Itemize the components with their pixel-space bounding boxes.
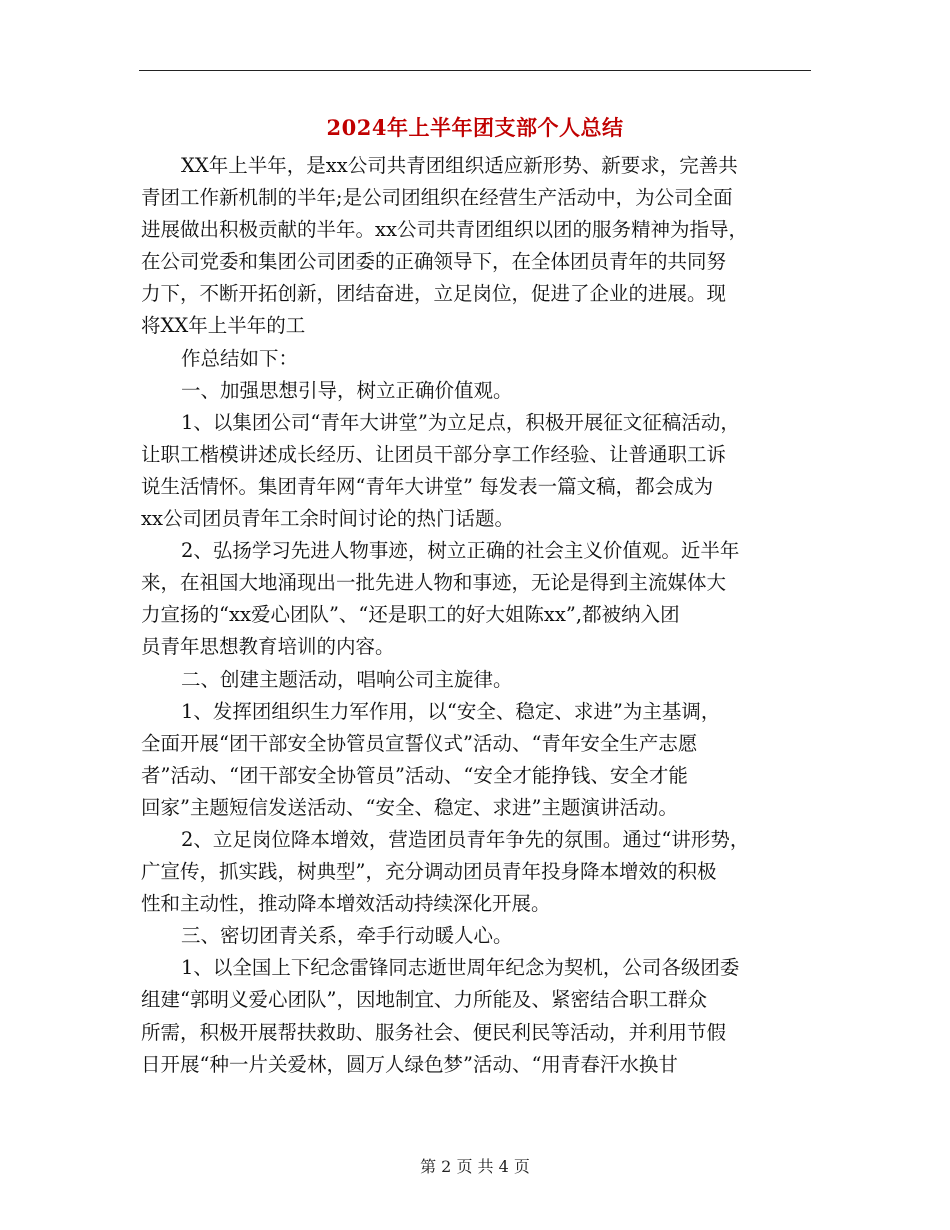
text-line: 日开展“种一片关爱林，圆万人绿色梦”活动、“用青春汗水换甘 xyxy=(141,1052,678,1076)
page-number: 第 2 页 共 4 页 xyxy=(420,1157,530,1176)
text-line: 说生活情怀。集团青年网“青年大讲堂” 每发表一篇文稿，都会成为 xyxy=(141,474,714,498)
text-line: 进展做出积极贡献的半年。xx公司共青团组织以团的服务精神为指导， xyxy=(141,218,748,242)
text-line: 让职工楷模讲述成长经历、让团员干部分享工作经验、让普通职工诉 xyxy=(141,442,727,466)
text-line: 力宣扬的“xx爱心团队”、“还是职工的好大姐陈xx”,都被纳入团 xyxy=(141,603,680,627)
text-line: 一、加强思想引导，树立正确价值观。 xyxy=(181,378,513,402)
text-line: 回家”主题短信发送活动、“安全、稳定、求进”主题演讲活动。 xyxy=(141,795,678,819)
text-line: 青团工作新机制的半年;是公司团组织在经营生产活动中，为公司全面 xyxy=(141,186,733,210)
text-line: 作总结如下： xyxy=(181,346,299,370)
text-line: 力下，不断开拓创新，团结奋进，立足岗位，促进了企业的进展。现 xyxy=(141,282,727,306)
text-line: 全面开展“团干部安全协管员宣誓仪式”活动、“青年安全生产志愿 xyxy=(141,731,698,755)
text-line: 将XX年上半年的工 xyxy=(141,314,306,338)
text-line: 1、发挥团组织生力军作用，以“安全、稳定、求进”为主基调， xyxy=(181,699,721,723)
text-line: 员青年思想教育培训的内容。 xyxy=(141,635,395,659)
document-title: 2024年上半年团支部个人总结 xyxy=(326,115,624,140)
text-line: 2、立足岗位降本增效，营造团员青年争先的氛围。通过“讲形势， xyxy=(181,827,750,851)
text-line: XX年上半年，是xx公司共青团组织适应新形势、新要求，完善共 xyxy=(181,154,738,177)
text-line: 1、以集团公司“青年大讲堂”为立足点，积极开展征文征稿活动， xyxy=(181,410,740,434)
text-line: 在公司党委和集团公司团委的正确领导下，在全体团员青年的共同努 xyxy=(141,250,727,274)
text-line: 二、创建主题活动，唱响公司主旋律。 xyxy=(181,667,513,691)
text-line: 来，在祖国大地涌现出一批先进人物和事迹，无论是得到主流媒体大 xyxy=(141,571,727,595)
text-line: 者”活动、“团干部安全协管员”活动、“安全才能挣钱、安全才能 xyxy=(141,763,688,787)
text-line: 2、弘扬学习先进人物事迹，树立正确的社会主义价值观。近半年 xyxy=(181,539,740,563)
document-body xyxy=(141,150,813,1081)
header-rule xyxy=(139,70,811,71)
text-line: 1、以全国上下纪念雷锋同志逝世周年纪念为契机，公司各级团委 xyxy=(181,956,740,980)
text-line: 三、密切团青关系，牵手行动暖人心。 xyxy=(181,924,513,948)
text-line: 所需，积极开展帮扶救助、服务社会、便民利民等活动，并利用节假 xyxy=(141,1020,727,1044)
text-line: 广宣传，抓实践，树典型”，充分调动团员青年投身降本增效的积极 xyxy=(141,860,717,884)
text-line: 性和主动性，推动降本增效活动持续深化开展。 xyxy=(141,892,551,916)
text-line: xx公司团员青年工余时间讨论的热门话题。 xyxy=(141,507,514,531)
text-line: 组建“郭明义爱心团队”，因地制宜、力所能及、紧密结合职工群众 xyxy=(141,988,707,1012)
